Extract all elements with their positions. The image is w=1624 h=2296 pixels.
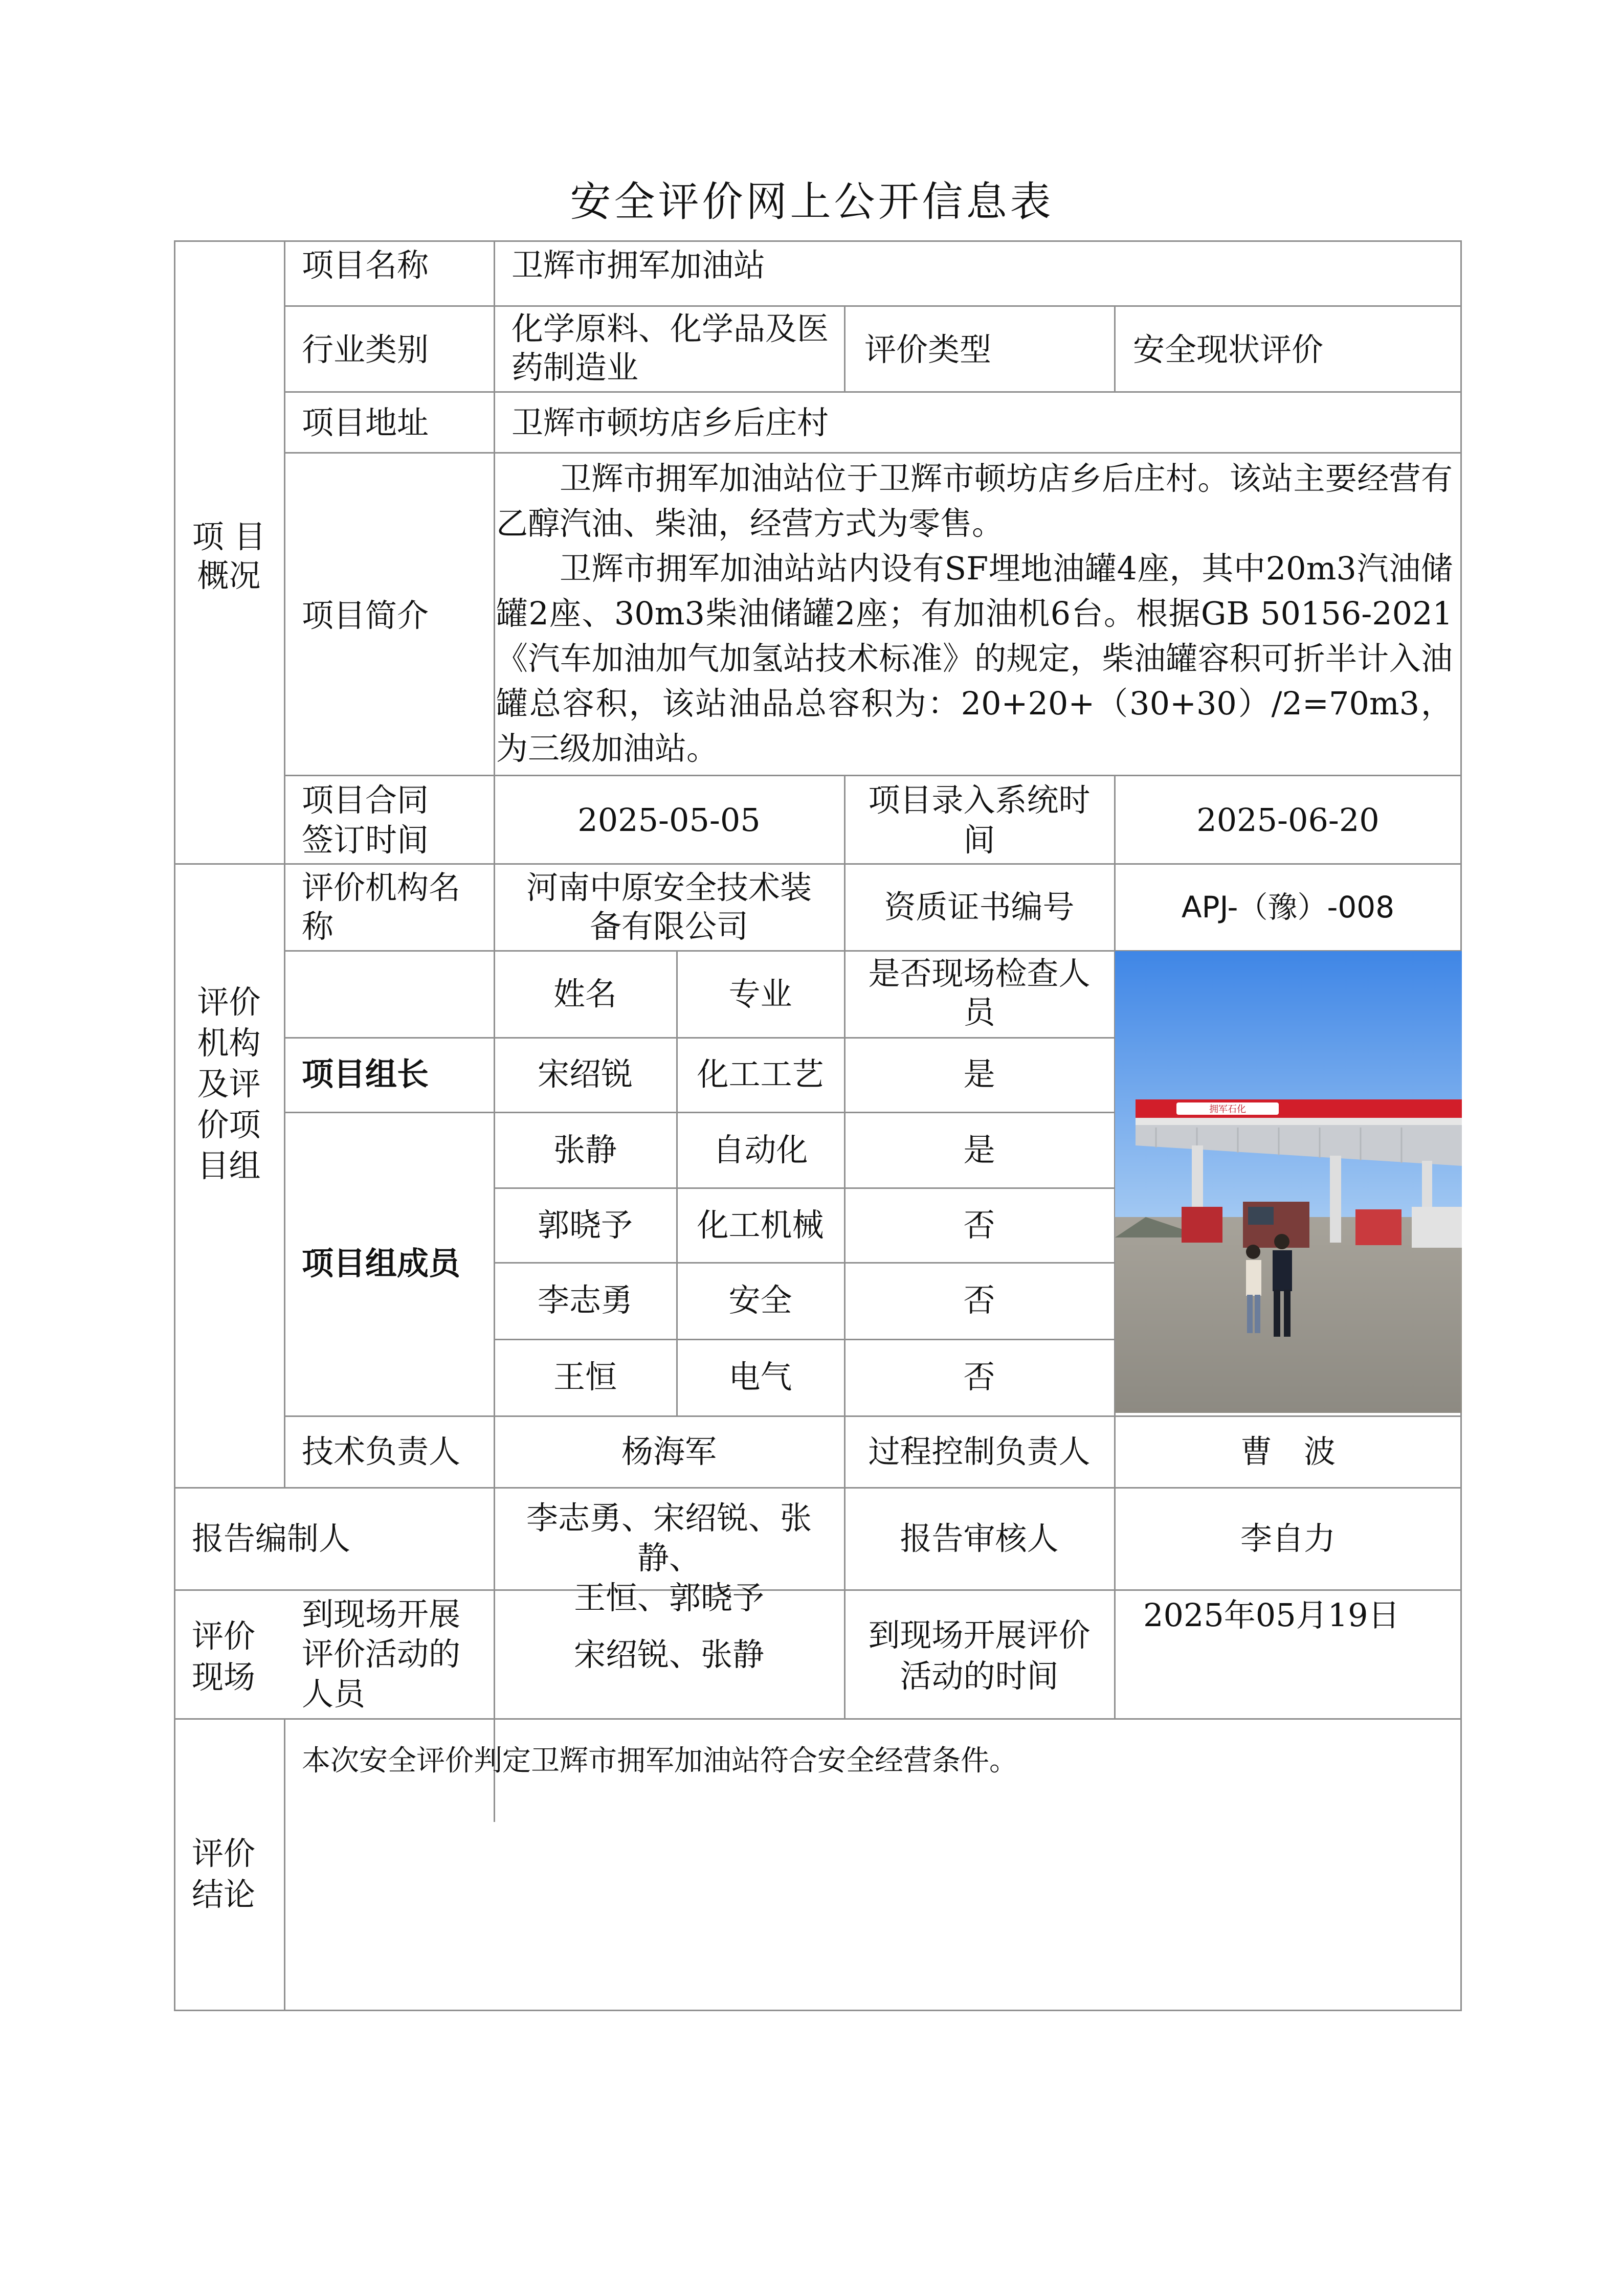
table-rule	[174, 240, 1462, 242]
section-label-conclusion: 评价 结论	[192, 1835, 256, 1913]
eval-type-value: 安全现状评价	[1133, 331, 1324, 368]
address-value: 卫辉市顿坊店乡后庄村	[511, 404, 829, 441]
member-onsite: 否	[963, 1358, 995, 1395]
member-major: 安全	[728, 1281, 792, 1319]
agency-name-value: 河南中原安全技术装 备有限公司	[526, 869, 812, 945]
table-rule	[676, 950, 678, 1417]
table-rule	[174, 1718, 1462, 1720]
intro-label: 项目简介	[302, 597, 429, 634]
cert-number-label: 资质证书编号	[884, 888, 1075, 926]
project-name-label: 项目名称	[302, 246, 429, 284]
site-photo-image	[1115, 951, 1462, 1413]
table-rule	[174, 1487, 1462, 1489]
table-rule	[284, 1718, 285, 2011]
table-rule	[1114, 305, 1116, 392]
member-major: 化工机械	[697, 1206, 824, 1244]
member-name: 王恒	[553, 1358, 617, 1395]
entry-date-label: 项目录入系统时 间	[868, 781, 1091, 859]
photo-sign-text: 拥军石化	[1209, 1104, 1246, 1115]
table-rule	[284, 1112, 1115, 1113]
team-leader-onsite: 是	[963, 1055, 995, 1093]
section-label-site: 评价 现场	[192, 1617, 256, 1696]
industry-label: 行业类别	[302, 331, 429, 368]
team-members-label: 项目组成员	[302, 1245, 461, 1282]
member-major: 电气	[728, 1358, 792, 1395]
address-label: 项目地址	[302, 404, 429, 441]
agency-name-label: 评价机构名 称	[302, 869, 461, 945]
table-rule	[174, 240, 175, 2011]
site-photo	[1115, 951, 1462, 1413]
table-rule	[494, 1262, 1115, 1264]
project-name-value: 卫辉市拥军加油站	[511, 246, 766, 284]
member-onsite: 是	[963, 1131, 995, 1168]
intro-paragraph-1: 卫辉市拥军加油站位于卫辉市顿坊店乡后庄村。该站主要经营有乙醇汽油、柴油，经营方式为零售。	[496, 460, 1453, 542]
tech-lead-label: 技术负责人	[302, 1433, 461, 1470]
industry-value: 化学原料、化学品及医 药制造业	[511, 310, 829, 386]
table-rule	[284, 391, 1462, 393]
report-reviewer-value: 李自力	[1240, 1520, 1336, 1557]
team-leader-major: 化工工艺	[697, 1055, 824, 1093]
report-author-label: 报告编制人	[192, 1520, 351, 1557]
column-header-major: 专业	[728, 975, 792, 1012]
member-name: 李志勇	[537, 1281, 633, 1319]
page-title: 安全评价网上公开信息表	[570, 178, 1054, 226]
entry-date-value: 2025-06-20	[1196, 801, 1380, 839]
column-header-name: 姓名	[553, 975, 617, 1012]
member-name: 张静	[553, 1131, 617, 1168]
member-onsite: 否	[963, 1281, 995, 1319]
table-rule	[284, 452, 1462, 454]
site-time-label: 到现场开展评价 活动的时间	[868, 1616, 1091, 1695]
member-major: 自动化	[713, 1131, 808, 1168]
table-rule	[284, 775, 1462, 776]
member-onsite: 否	[963, 1206, 995, 1244]
table-rule	[284, 1415, 1462, 1417]
table-rule	[494, 1187, 1115, 1189]
table-rule	[284, 1037, 1115, 1039]
table-rule	[494, 1339, 1115, 1340]
intro-paragraph-2: 卫辉市拥军加油站站内设有SF埋地油罐4座，其中20m3汽油储罐2座、30m3柴油储罐2座；有加油机6台。根据GB 50156-2021《汽车加油加气加氢站技术标准》的规定，柴油罐容积可折半计入油罐总容积，该站油品总容积为：20+20+（30+30）/2=70m3，为三级加油站。	[496, 550, 1453, 767]
site-people-value: 宋绍锐、张静	[573, 1636, 764, 1673]
cert-number-value: APJ-（豫）-008	[1181, 890, 1395, 925]
table-rule	[174, 2010, 1462, 2011]
contract-date-value: 2025-05-05	[577, 801, 761, 839]
site-people-label: 到现场开展 评价活动的 人员	[302, 1595, 461, 1713]
member-name: 郭晓予	[537, 1206, 633, 1244]
process-lead-label: 过程控制负责人	[868, 1433, 1091, 1470]
table-rule	[284, 240, 285, 1489]
table-rule	[174, 863, 1462, 865]
report-authors: 李志勇、宋绍锐、张静、 王恒、郭晓予	[526, 1499, 812, 1616]
site-time-value: 2025年05月19日	[1143, 1596, 1400, 1634]
table-rule	[284, 305, 1462, 307]
section-label-agency: 评价 机构 及评 价项 目组	[197, 983, 261, 1184]
report-reviewer-label: 报告审核人	[900, 1520, 1059, 1557]
process-lead-value: 曹 波	[1240, 1433, 1336, 1470]
section-label-overview: 项 目 概况	[192, 518, 266, 594]
team-leader-name: 宋绍锐	[537, 1055, 633, 1093]
conclusion-text: 本次安全评价判定卫辉市拥军加油站符合安全经营条件。	[302, 1744, 1018, 1777]
eval-type-label: 评价类型	[864, 331, 992, 368]
tech-lead-value: 杨海军	[621, 1433, 717, 1470]
table-rule	[844, 305, 846, 392]
team-leader-label: 项目组长	[302, 1055, 429, 1093]
contract-date-label: 项目合同 签订时间	[302, 781, 429, 859]
column-header-onsite: 是否现场检查人 员	[868, 955, 1091, 1031]
